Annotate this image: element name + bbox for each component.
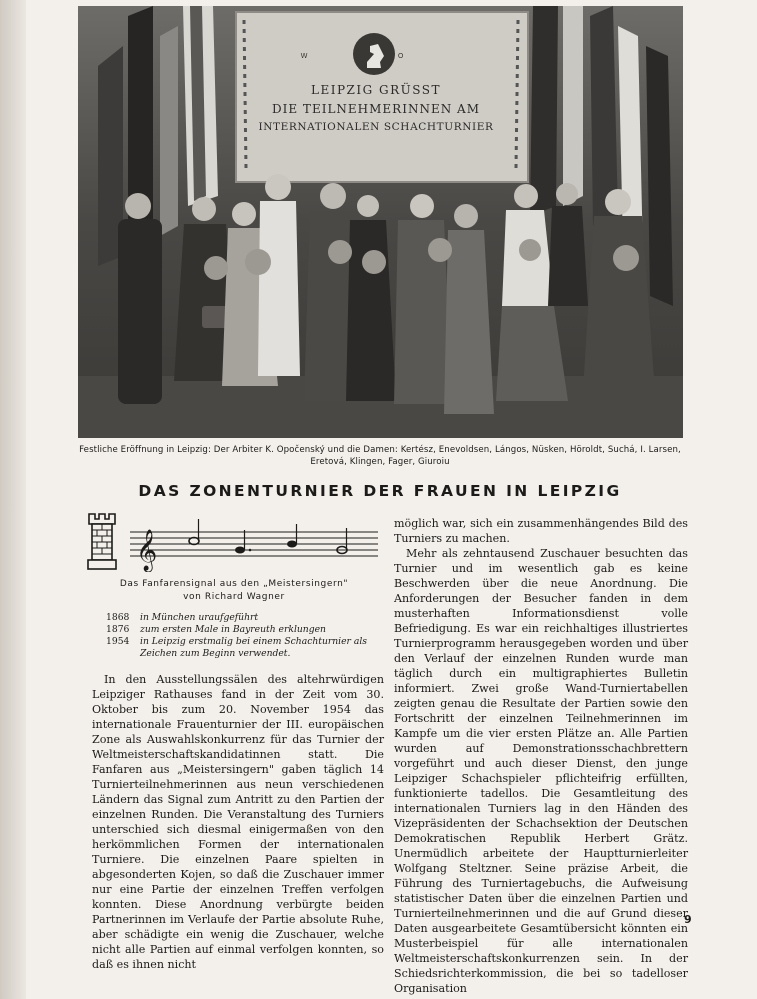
event-row	[106, 612, 386, 624]
banner-line-1: LEIPZIG GRÜSST	[311, 83, 441, 97]
event-year: 1954	[106, 636, 130, 647]
banner-line-2: DIE TEILNEHMERINNEN AM	[272, 102, 480, 116]
fanfare-caption-line-1: Das Fanfarensignal aus den „Meistersingern"	[119, 579, 349, 589]
article-paragraph: möglich war, sich ein zusammenhängendes Bild des Turniers zu machen.	[394, 517, 688, 545]
event-text: in München uraufgeführt	[140, 612, 259, 623]
article-paragraph: In den Ausstellungssälen des altehrwürdigen Leipziger Rathauses fand in der Zeit vom 30. Oktober bis zum 20. November 1954 das internationale Frauenturnier der III. europäischen Zone als Auswahlskonkurrenz für das Turnier der Weltmeisterschaftskandidatinnen statt. Die Fanfaren aus „Meistersingern" gaben täglich 14 Turnierteilnehmerinnen aus neun verschiedenen Ländern das Signal zum Antritt zu den Partien der einzelnen Runden. Die Veranstaltung des Turniers unterschied sich diesmal einigermaßen von den herkömmlichen Formen der internationalen Turniere. Die einzelnen Paare spielten in abgesonderten Kojen, so daß die Zuschauer immer nur eine Partie der einzelnen Treffen verfolgen konnten. Diese Anordnung verbürgte beiden Partnerinnen im Verlaufe der Partie absolute Ruhe, aber schädigte ein wenig die Zuschauer, welche nicht alle Partien auf einmal verfolgen konnten, so daß es ihnen nicht	[92, 673, 384, 971]
article-column-left	[92, 672, 384, 972]
photo-caption: Festliche Eröffnung in Leipzig: Der Arbiter K. Opočenský und die Damen: Kertész, Enevoldsen, Lángos, Nüsken, Höroldt, Suchá, I. Larsen, Eretová, Klingen, Fager, Giuroiu	[79, 445, 681, 467]
event-year: 1868	[106, 612, 130, 623]
fanfare-caption	[84, 578, 384, 604]
banner-line-3: INTERNATIONALEN SCHACHTURNIER	[258, 121, 494, 133]
article-paragraph: Mehr als zehntausend Zuschauer besuchten das Turnier und im wesentlich gab es keine Beschwerden über die neue Anordnung. Die Anforderungen der Besucher fanden in dem musterhaften Informationsdienst volle Befriedigung. Es war ein reichhaltiges illustriertes Turnierprogramm herausgegeben worden und über den Verlauf der einzelnen Runden wurde man täglich durch ein multigraphiertes Bulletin informiert. Zwei große Wand-Turniertabellen zeigten genau die Resultate der Partien sowie den Fortschritt der einzelnen Teilnehmerinnen im Kampfe um die vier ersten Plätze an. Alle Partien wurden auf Demonstrationsschachbrettern vorgeführt und auch dieser Dienst, den junge Leipziger Schachspieler pflichteifrig erfüllten, funktionierte tadellos. Die Gesamtleitung des internationalen Turniers lag in den Händen des Vizepräsidenten der Schachsektion der Deutschen Demokratischen Republik Herbert Grätz. Unermüdlich arbeitete der Hauptturnierleiter Wolfgang Steltzner. Seine präzise Arbeit, die Führung des Turniertagebuchs, die Aufweisung statistischer Daten über die einzelnen Partien und Turnierteilnehmerinnen und die auf Grund dieser Daten ausgearbeitete Gesamtübersicht könnten ein Musterbeispiel für alle internationalen Weltmeisterschaftskonkurrenzen sein. In der Schiedsrichterkommission, die bei so tadelloser Organisation	[394, 547, 688, 995]
binding-shadow	[0, 0, 26, 999]
article-column-right	[394, 516, 688, 996]
article-headline: DAS ZONENTURNIER DER FRAUEN IN LEIPZIG	[138, 482, 622, 500]
photo-illustration	[78, 6, 683, 438]
fanfare-events	[106, 612, 386, 660]
event-year: 1876	[106, 624, 130, 635]
page-number: 9	[684, 913, 692, 926]
event-text: zum ersten Male in Bayreuth erklungen	[140, 624, 326, 635]
event-text: in Leipzig erstmalig bei einem Schachturnier als Zeichen zum Beginn verwendet.	[140, 636, 367, 659]
treble-clef-icon: 𝄞	[136, 530, 158, 571]
fanfare-caption-line-2: von Richard Wagner	[183, 592, 285, 602]
rook-icon	[86, 512, 118, 572]
opening-ceremony-photo	[78, 6, 683, 438]
event-row	[106, 636, 386, 660]
fanfare-notation	[128, 518, 380, 572]
event-row	[106, 624, 386, 636]
banner-emblem: W O	[300, 52, 448, 60]
